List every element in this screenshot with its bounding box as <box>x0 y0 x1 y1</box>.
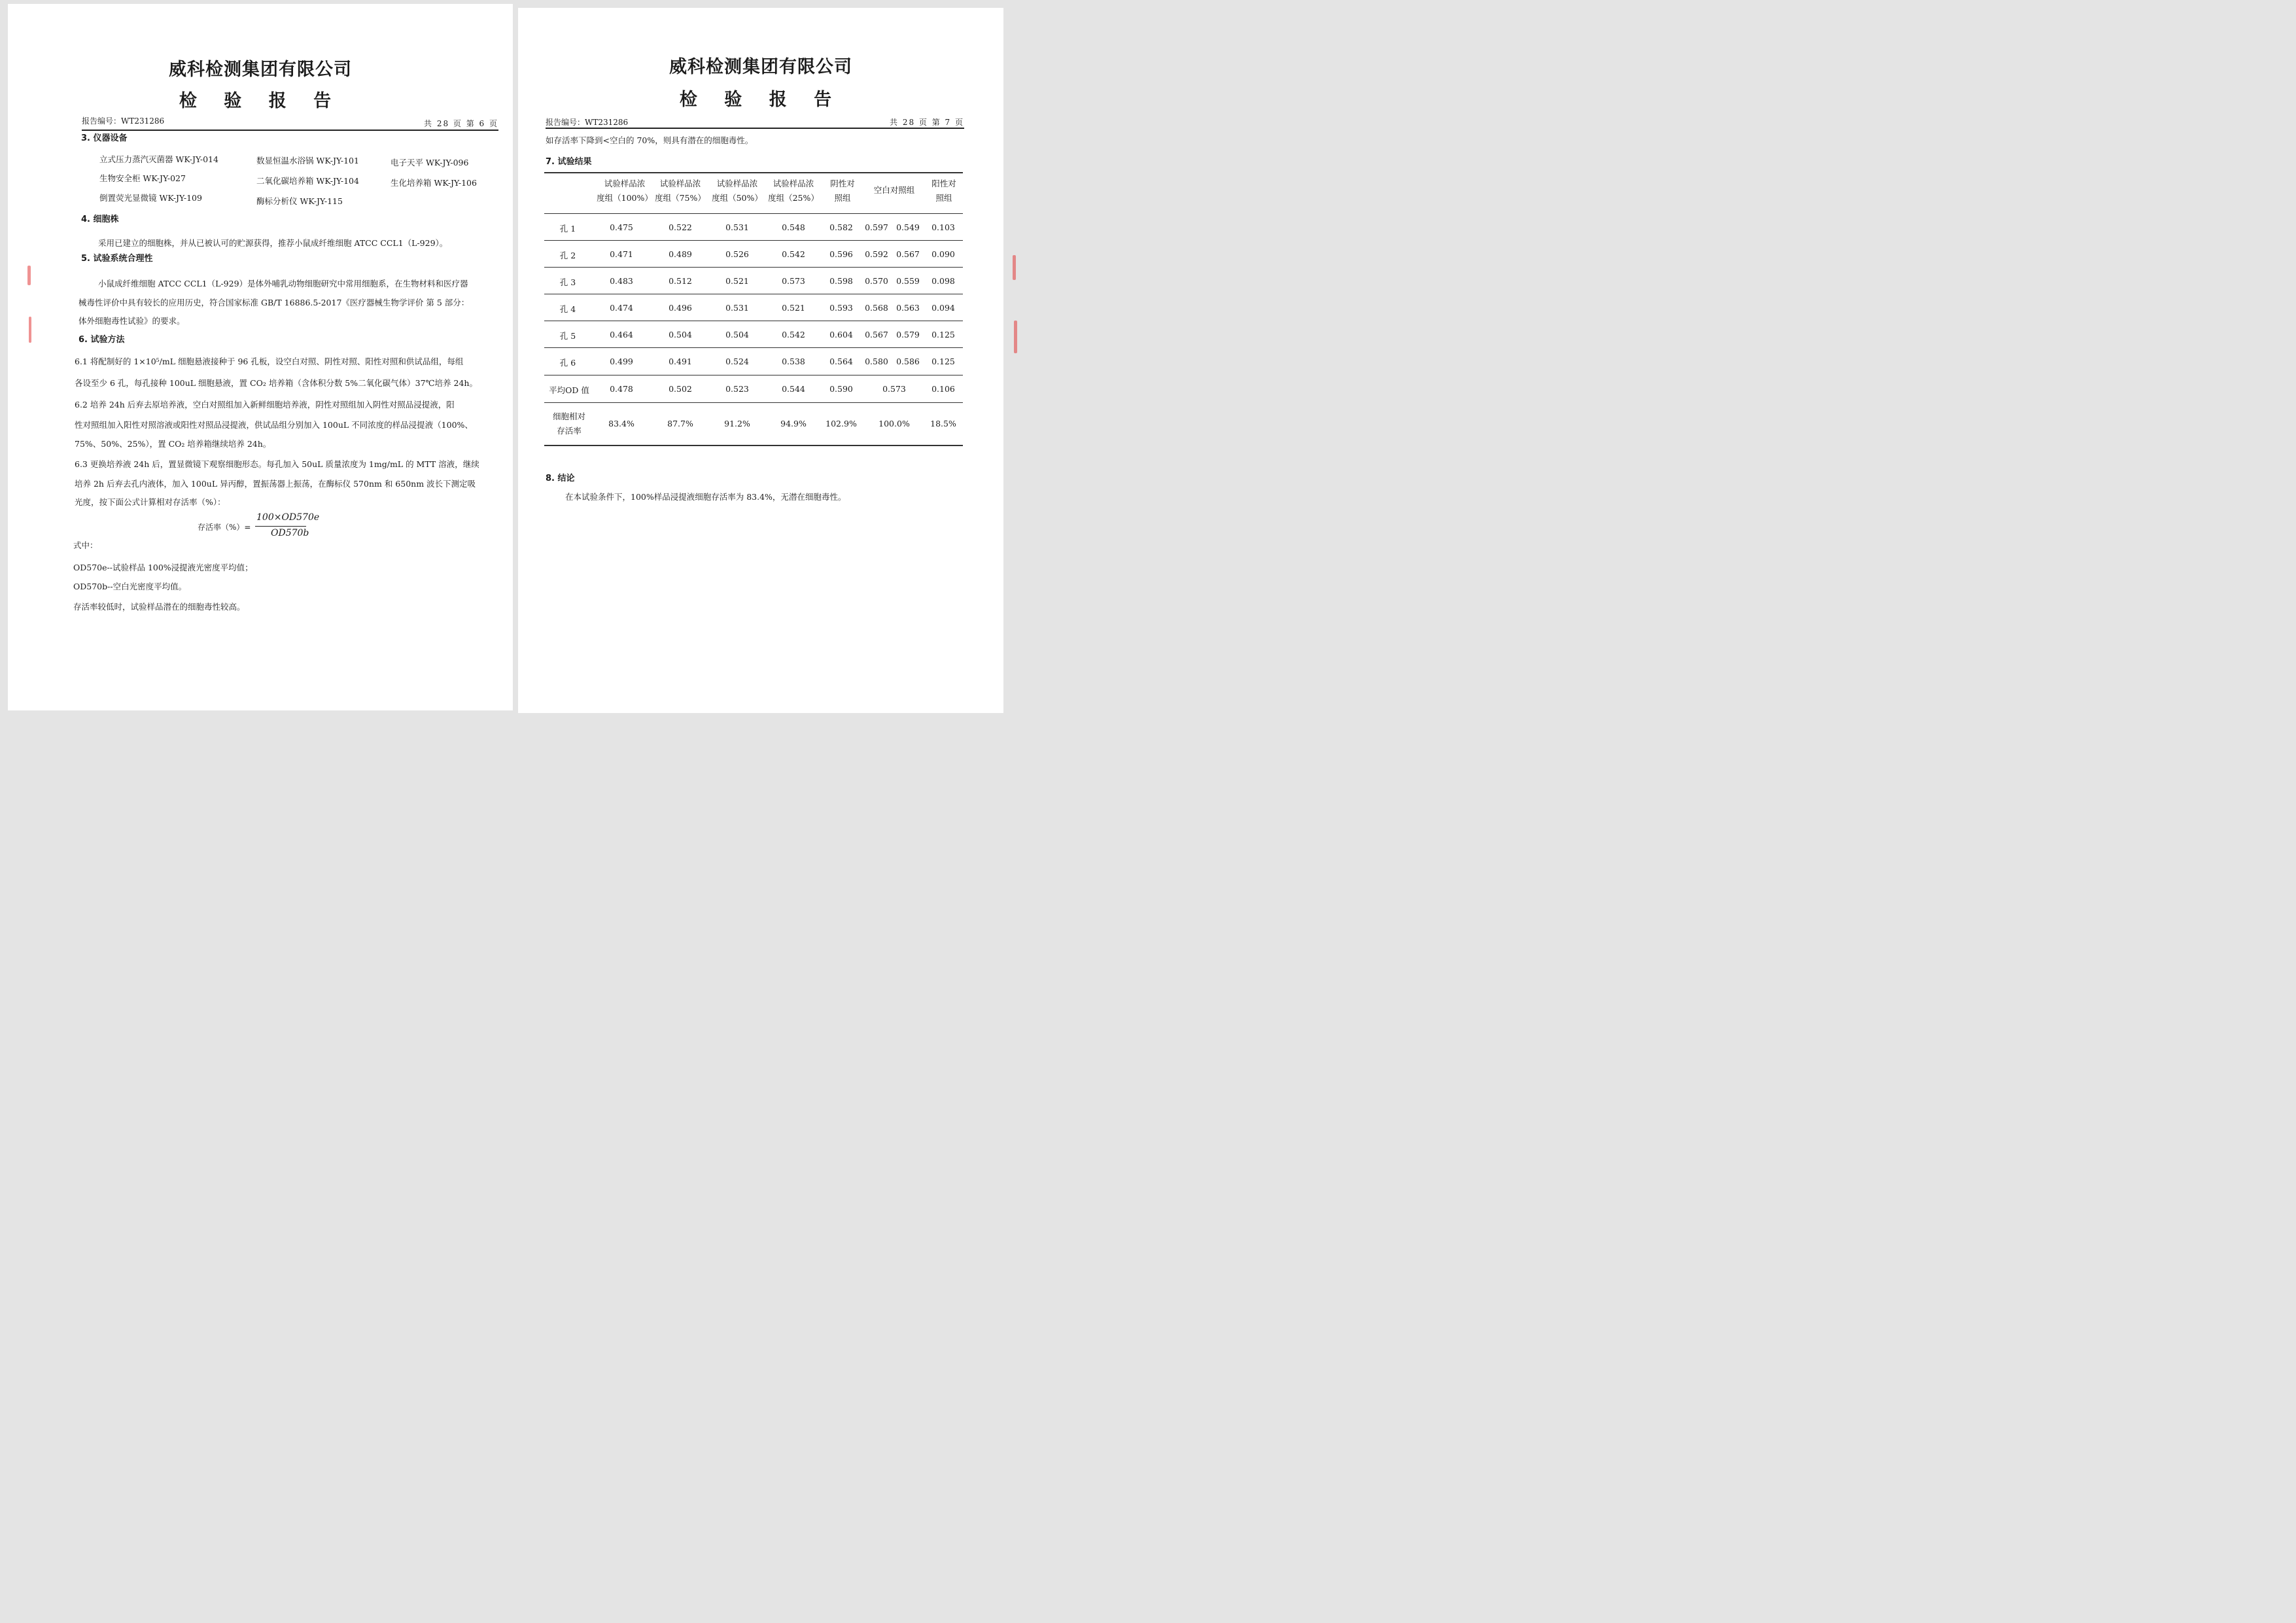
header-rule <box>546 128 964 129</box>
section-6-line: 6.1 将配制好的 1×10⁵/mL 细胞悬液接种于 96 孔板，设空白对照、阴性对照、阳性对照和供试品组，每组 <box>75 357 464 366</box>
table-cell: 91.2% <box>724 419 750 428</box>
equipment-item: 酶标分析仪 WK-JY-115 <box>256 196 343 206</box>
table-cell: 0.563 <box>896 303 920 313</box>
table-cell: 0.125 <box>931 330 955 340</box>
formula-denominator: OD570b <box>271 528 309 538</box>
table-row-rule <box>544 267 963 268</box>
table-cell: 0.098 <box>931 276 955 286</box>
section-6-line: 性对照组加入阳性对照溶液或阳性对照品浸提液，供试品组分别加入 100uL 不同浓度的样品浸提液（100%、 <box>75 420 473 430</box>
equipment-item: 倒置荧光显微镜 WK-JY-109 <box>99 193 202 203</box>
table-cell: 0.544 <box>782 384 805 394</box>
table-cell: 0.521 <box>782 303 805 313</box>
section-5-line: 械毒性评价中具有较长的应用历史，符合国家标准 GB/T 16886.5-2017《医疗器械生物学评价 第 5 部分： <box>78 298 470 307</box>
row-label: 孔 1 <box>559 224 576 234</box>
table-cell: 0.580 <box>865 357 888 366</box>
table-cell: 0.586 <box>896 357 920 366</box>
table-cell: 83.4% <box>608 419 635 428</box>
table-cell: 0.522 <box>669 222 692 232</box>
table-bottom-rule <box>544 445 963 446</box>
equipment-item: 二氧化碳培养箱 WK-JY-104 <box>256 176 359 186</box>
table-cell: 0.489 <box>669 249 692 259</box>
conclusion-text: 在本试验条件下，100%样品浸提液细胞存活率为 83.4%，无潜在细胞毒性。 <box>565 492 846 502</box>
table-cell: 0.491 <box>669 357 692 366</box>
section-5-title: 5. 试验系统合理性 <box>81 254 153 264</box>
section-4-text: 采用已建立的细胞株，并从已被认可的贮源获得，推荐小鼠成纤维细胞 ATCC CCL1（L-929）。 <box>98 238 448 248</box>
table-cell: 0.559 <box>896 276 920 286</box>
table-cell: 0.538 <box>782 357 805 366</box>
equipment-item: 生化培养箱 WK-JY-106 <box>391 178 477 188</box>
section-7-title: 7. 试验结果 <box>546 157 592 167</box>
section-3-title: 3. 仪器设备 <box>81 133 128 143</box>
table-header-cell: 试验样品浓 度组（25%） <box>768 179 819 203</box>
table-cell: 0.502 <box>669 384 692 394</box>
closing-line: 存活率较低时，试验样品潜在的细胞毒性较高。 <box>73 602 245 612</box>
table-row-rule <box>544 213 963 214</box>
table-cell: 0.464 <box>610 330 633 340</box>
table-cell: 0.590 <box>829 384 853 394</box>
table-cell: 0.568 <box>865 303 888 313</box>
survival-formula <box>198 511 328 544</box>
table-cell: 0.542 <box>782 249 805 259</box>
table-cell: 0.512 <box>669 276 692 286</box>
carry-over-line: 如存活率下降到<空白的 70%，则具有潜在的细胞毒性。 <box>546 135 754 145</box>
table-cell: 102.9% <box>826 419 857 428</box>
table-cell: 0.549 <box>896 222 920 232</box>
report-title: 检 验 报 告 <box>679 90 843 110</box>
formula-label: 存活率（%）= <box>198 523 251 532</box>
table-cell: 0.567 <box>896 249 920 259</box>
row-label: 孔 3 <box>559 277 576 287</box>
table-cell: 0.531 <box>725 222 749 232</box>
report-header-row <box>82 115 498 128</box>
table-cell: 0.593 <box>829 303 853 313</box>
table-cell: 0.596 <box>829 249 853 259</box>
table-top-rule <box>544 172 963 173</box>
formula-numerator: 100×OD570e <box>256 512 320 523</box>
table-cell: 0.504 <box>725 330 749 340</box>
row-label: 孔 4 <box>559 304 576 314</box>
table-cell: 100.0% <box>878 419 910 428</box>
report-title: 检 验 报 告 <box>179 91 342 111</box>
section-6-line: 6.2 培养 24h 后弃去原培养液，空白对照组加入新鲜细胞培养液，阴性对照组加入阴性对照品浸提液，阳 <box>75 400 455 410</box>
equipment-item: 立式压力蒸汽灭菌器 WK-JY-014 <box>99 154 218 164</box>
table-header-cell: 阴性对 照组 <box>830 179 855 203</box>
table-cell: 0.103 <box>931 222 955 232</box>
table-cell: 0.471 <box>610 249 633 259</box>
table-header-cell: 试验样品浓 度组（50%） <box>712 179 763 203</box>
row-label: 孔 2 <box>559 251 576 260</box>
formula-fraction-bar <box>255 526 306 527</box>
table-cell: 0.564 <box>829 357 853 366</box>
report-page-left <box>8 4 513 710</box>
table-cell: 0.125 <box>931 357 955 366</box>
table-cell: 18.5% <box>930 419 956 428</box>
section-6-line: 6.3 更换培养液 24h 后，置显微镜下观察细胞形态。每孔加入 50uL 质量浓度为 1mg/mL 的 MTT 溶液，继续 <box>75 459 479 469</box>
table-cell: 0.094 <box>931 303 955 313</box>
report-number: 报告编号：WT231286 <box>82 116 165 126</box>
table-cell: 0.478 <box>610 384 633 394</box>
company-name: 威科检测集团有限公司 <box>169 60 352 80</box>
table-cell: 0.582 <box>829 222 853 232</box>
table-cell: 0.573 <box>882 384 906 394</box>
definition-line: OD570b--空白光密度平均值。 <box>73 582 187 591</box>
table-row-rule <box>544 240 963 241</box>
seal-stamp-fragment <box>29 317 31 343</box>
section-6-line: 光度，按下面公式计算相对存活率（%）： <box>75 497 226 507</box>
table-row-rule <box>544 402 963 403</box>
where-label: 式中： <box>73 540 98 550</box>
table-cell: 0.499 <box>610 357 633 366</box>
table-cell: 0.523 <box>725 384 749 394</box>
table-cell: 0.090 <box>931 249 955 259</box>
table-cell: 0.496 <box>669 303 692 313</box>
table-header-cell: 阳性对 照组 <box>931 179 956 203</box>
page-counter: 共 28 页 第 7 页 <box>890 118 964 127</box>
table-header-cell: 空白对照组 <box>873 185 915 195</box>
row-label: 孔 5 <box>559 331 576 341</box>
table-row-rule <box>544 347 963 348</box>
report-page-right <box>518 8 1003 713</box>
table-cell: 0.106 <box>931 384 955 394</box>
table-header-cell: 试验样品浓 度组（100%） <box>597 179 653 203</box>
table-cell: 0.521 <box>725 276 749 286</box>
table-cell: 0.475 <box>610 222 633 232</box>
table-cell: 0.592 <box>865 249 888 259</box>
company-name: 威科检测集团有限公司 <box>669 57 852 77</box>
header-rule <box>82 130 498 131</box>
section-8-title: 8. 结论 <box>546 474 575 483</box>
section-4-title: 4. 细胞株 <box>81 215 119 224</box>
section-6-line: 培养 2h 后弃去孔内液体，加入 100uL 异丙醇，置振荡器上振荡，在酶标仪 570nm 和 650nm 波长下测定吸 <box>75 479 476 489</box>
section-6-line: 各设至少 6 孔，每孔接种 100uL 细胞悬液，置 CO₂ 培养箱（含体积分数 5%二氧化碳气体）37℃培养 24h。 <box>75 378 478 388</box>
equipment-item: 电子天平 WK-JY-096 <box>391 158 469 167</box>
table-cell: 0.504 <box>669 330 692 340</box>
page-counter: 共 28 页 第 6 页 <box>424 119 498 128</box>
section-5-line: 小鼠成纤维细胞 ATCC CCL1（L-929）是体外哺乳动物细胞研究中常用细胞系，在生物材料和医疗器 <box>98 279 468 288</box>
seal-stamp-fragment <box>1013 255 1016 280</box>
table-cell: 94.9% <box>780 419 807 428</box>
section-6-line: 75%、50%、25%），置 CO₂ 培养箱继续培养 24h。 <box>75 439 271 449</box>
equipment-item: 生物安全柜 WK-JY-027 <box>99 173 186 183</box>
table-cell: 0.567 <box>865 330 888 340</box>
table-cell: 0.597 <box>865 222 888 232</box>
row-label: 平均OD 值 <box>549 385 589 395</box>
table-cell: 0.548 <box>782 222 805 232</box>
definition-line: OD570e--试验样品 100%浸提液光密度平均值； <box>73 563 253 572</box>
table-cell: 0.604 <box>829 330 853 340</box>
table-cell: 0.474 <box>610 303 633 313</box>
seal-stamp-fragment <box>27 266 31 285</box>
seal-stamp-fragment <box>1014 321 1017 353</box>
table-cell: 0.531 <box>725 303 749 313</box>
table-cell: 0.579 <box>896 330 920 340</box>
row-label: 孔 6 <box>559 358 576 368</box>
table-cell: 0.483 <box>610 276 633 286</box>
table-cell: 0.573 <box>782 276 805 286</box>
table-cell: 0.524 <box>725 357 749 366</box>
equipment-item: 数显恒温水浴锅 WK-JY-101 <box>256 156 359 166</box>
table-cell: 0.598 <box>829 276 853 286</box>
row-label: 细胞相对 存活率 <box>552 411 585 436</box>
section-6-title: 6. 试验方法 <box>78 335 125 345</box>
table-cell: 87.7% <box>667 419 693 428</box>
table-cell: 0.570 <box>865 276 888 286</box>
report-number: 报告编号：WT231286 <box>546 118 629 127</box>
section-5-line: 体外细胞毒性试验》的要求。 <box>78 316 185 326</box>
table-cell: 0.526 <box>725 249 749 259</box>
table-header-cell: 试验样品浓 度组（75%） <box>655 179 706 203</box>
table-cell: 0.542 <box>782 330 805 340</box>
